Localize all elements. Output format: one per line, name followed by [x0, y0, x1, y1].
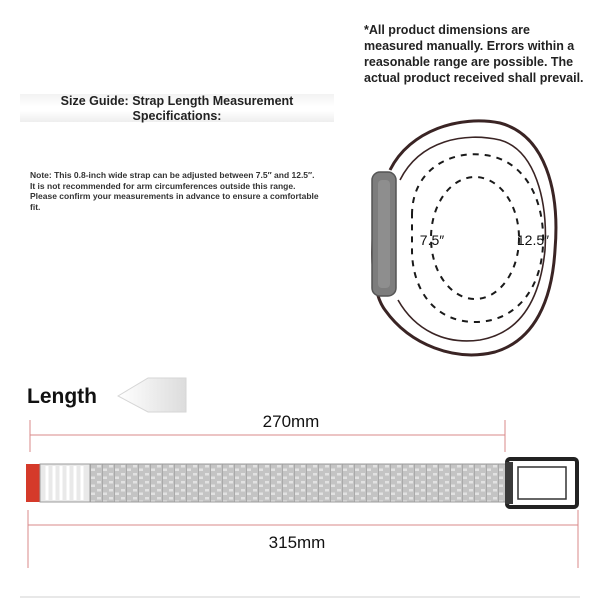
adjustment-note: Note: This 0.8-inch wide strap can be adjusted between 7.5″ and 12.5″. It is not recommended for arm circumferences outside this range. Please confirm your measurements in advance to ensure a comfortable fit. — [30, 170, 319, 212]
length-title: Length — [27, 385, 97, 408]
bottom-divider — [20, 596, 580, 598]
inner-size-label: 7.5″ — [419, 232, 445, 248]
nylon-strap — [26, 459, 577, 507]
size-guide-title: Size Guide: Strap Length Measurement Specifications: — [60, 94, 294, 123]
top-dimension-label: 270mm — [262, 412, 320, 431]
dimension-disclaimer: *All product dimensions are measured manually. Errors within a reasonable range are possible. The actual product received shall prevail. — [364, 23, 584, 85]
strap-weave-body — [90, 464, 510, 502]
outer-size-label: 12.5″ — [516, 232, 550, 248]
length-arrow-shape — [118, 378, 186, 412]
bottom-dimension-label: 315mm — [268, 533, 326, 552]
strap-tail-tab — [26, 464, 40, 502]
